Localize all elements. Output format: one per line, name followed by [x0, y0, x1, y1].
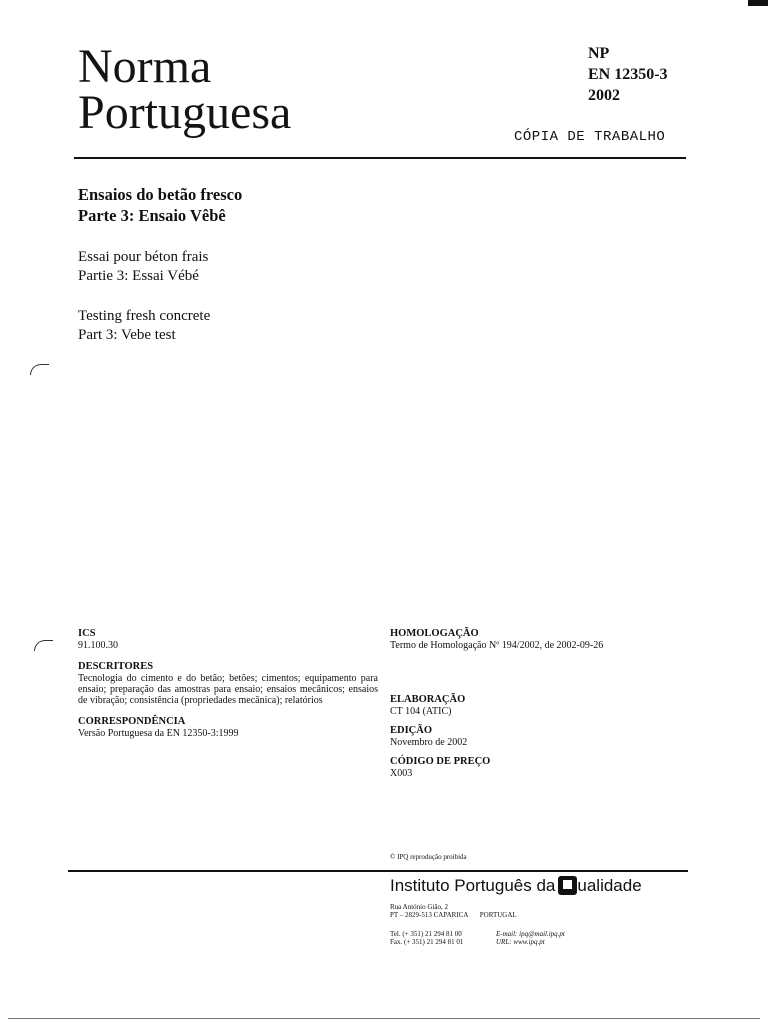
document-brand-title: [78, 40, 292, 139]
title-fr-line-2: Partie 3: Essai Vébé: [78, 268, 199, 284]
telephone: Tel. (+ 351) 21 294 81 00: [390, 930, 462, 938]
metadata-left-column: [78, 628, 378, 749]
ics-value: 91.100.30: [78, 640, 118, 651]
header-divider: [74, 157, 686, 159]
elaboracao-value: CT 104 (ATIC): [390, 706, 452, 717]
title-en-line-2: Part 3: Vebe test: [78, 327, 176, 343]
correspondencia-label: CORRESPONDÊNCIA: [78, 716, 186, 727]
title-french: [78, 248, 208, 286]
ics-label: ICS: [78, 628, 96, 639]
scan-corner-mark-lower: [34, 640, 53, 651]
phone-contacts: [390, 930, 463, 946]
homologacao-label: HOMOLOGAÇÃO: [390, 628, 479, 639]
code-line-3: 2002: [588, 87, 620, 104]
edicao-label: EDIÇÃO: [390, 725, 433, 736]
address-country: PORTUGAL: [479, 911, 517, 919]
code-line-1: NP: [588, 45, 610, 62]
title-en-line-1: Testing fresh concrete: [78, 308, 211, 324]
scan-edge-mark: [748, 0, 768, 6]
codigo-preco-value: X003: [390, 768, 413, 779]
brand-line-2: Portuguesa: [78, 86, 292, 139]
title-pt-line-1: Ensaios do betão fresco: [78, 185, 243, 204]
homologacao-value: Termo de Homologação Nº 194/2002, de 2002-09-26: [390, 640, 604, 651]
title-portuguese: [78, 184, 242, 226]
correspondencia-value: Versão Portuguesa da EN 12350-3:1999: [78, 728, 239, 739]
brand-line-1: Norma: [78, 40, 212, 93]
codigo-preco-label: CÓDIGO DE PREÇO: [390, 756, 491, 767]
edicao-value: Novembro de 2002: [390, 737, 468, 748]
elaboracao-label: ELABORAÇÃO: [390, 694, 466, 705]
institute-name: [390, 876, 642, 896]
descritores-value: Tecnologia do cimento e do betão; betões; cimentos; equipamento para ensaio; preparação das amostras para ensaio; ensaios mecânicos; ensaios de vibração; consistência (propriedades mecânica); relatórios: [78, 673, 378, 706]
footer-divider: [68, 870, 688, 872]
title-english: [78, 307, 210, 345]
copyright-notice: © IPQ reprodução proibida: [390, 853, 467, 861]
metadata-right-column: [390, 628, 690, 789]
address-city: PT – 2829-513 CAPARICA: [390, 911, 468, 919]
working-copy-stamp: CÓPIA DE TRABALHO: [514, 129, 666, 145]
institute-suffix: ualidade: [577, 876, 642, 895]
institute-address: [390, 903, 517, 919]
code-line-2: EN 12350-3: [588, 66, 668, 83]
scan-corner-mark: [30, 364, 49, 375]
address-street: Rua António Gião, 2: [390, 903, 448, 911]
title-fr-line-1: Essai pour béton frais: [78, 249, 209, 265]
email-link[interactable]: E-mail: ipq@mail.ipq.pt: [496, 930, 565, 938]
ipq-logo-icon: [558, 876, 577, 895]
scan-bottom-edge: [8, 1018, 760, 1019]
address-postal: [390, 911, 517, 919]
descritores-label: DESCRITORES: [78, 661, 154, 672]
fax: Fax. (+ 351) 21 294 81 01: [390, 938, 464, 946]
website-link[interactable]: URL: www.ipq.pt: [496, 938, 545, 946]
standard-code: [588, 43, 668, 106]
web-contacts: [496, 930, 565, 946]
title-pt-line-2: Parte 3: Ensaio Vêbê: [78, 206, 226, 225]
institute-prefix: Instituto Português da: [390, 876, 556, 895]
